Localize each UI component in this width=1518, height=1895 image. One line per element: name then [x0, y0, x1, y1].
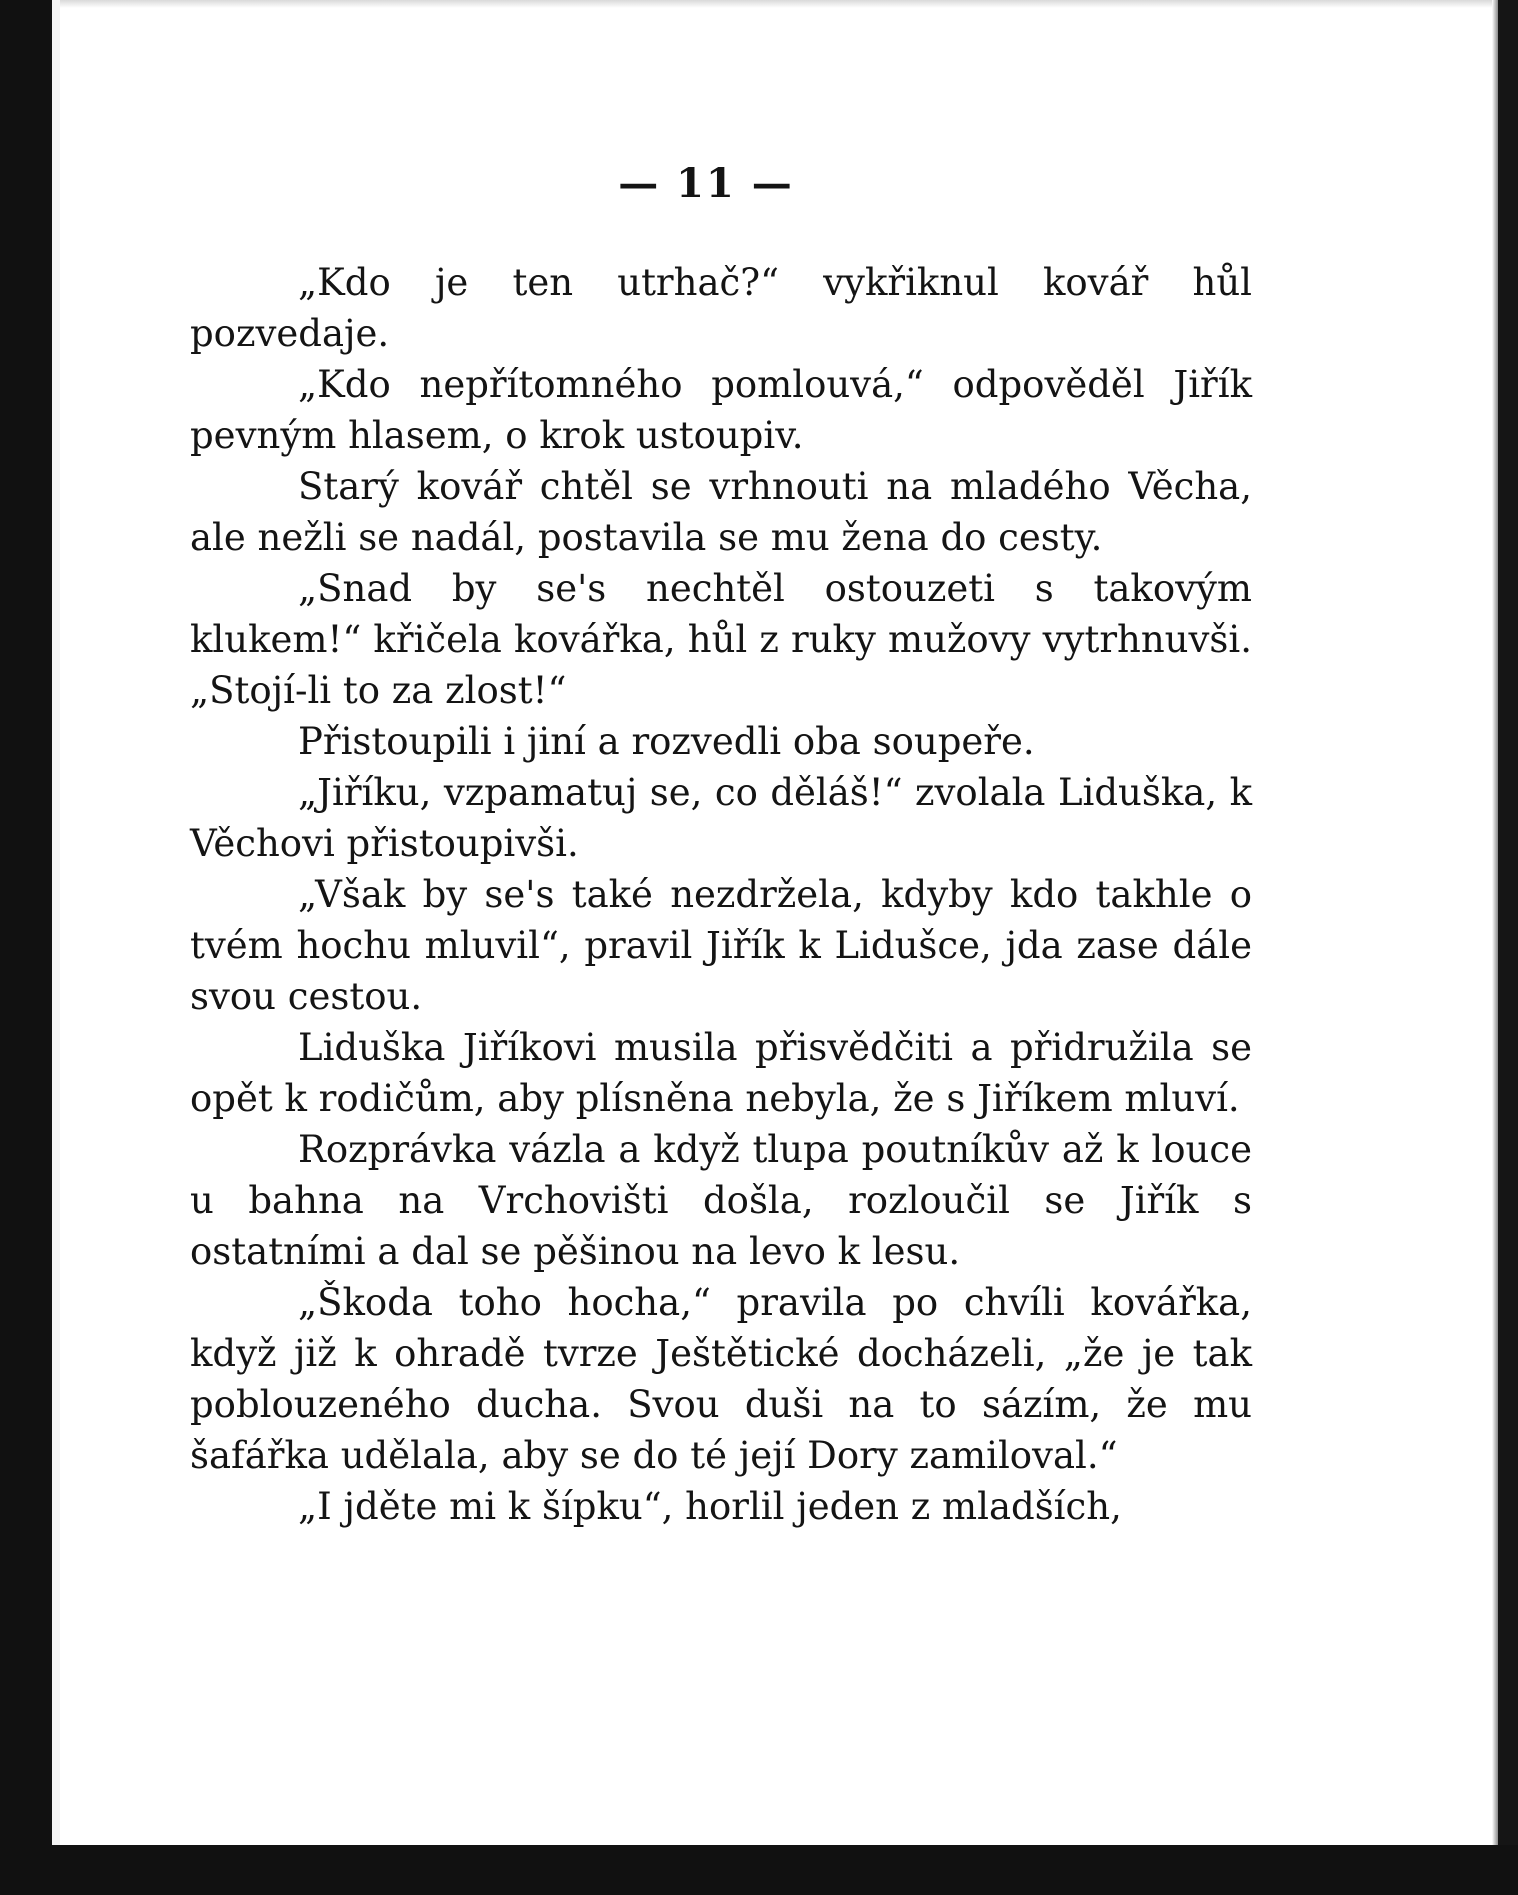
paragraph: „Škoda toho hocha,“ pravila po chvíli kovářka, když již k ohradě tvrze Ještětické docházeli, „že je tak poblouzeného ducha. Svou duši na to sázím, že mu šafářka udělala, aby se do té její Dory zamiloval.“: [190, 1281, 1252, 1477]
paragraph: Přistoupili i jiní a rozvedli oba soupeře.: [298, 720, 1035, 763]
left-scan-border: [0, 0, 52, 1895]
left-gutter: [52, 0, 60, 1895]
paragraph: „Jiříku, vzpamatuj se, co děláš!“ zvolala Liduška, k Věchovi přistoupivši.: [190, 771, 1252, 865]
paragraph: „Kdo nepřítomného pomlouvá,“ odpověděl Jiřík pevným hlasem, o krok ustoupiv.: [190, 363, 1252, 457]
paragraph: Liduška Jiříkovi musila přisvědčiti a přidružila se opět k rodičům, aby plísněna nebyla, že s Jiříkem mluví.: [190, 1026, 1252, 1120]
paragraph: „Však by se's také nezdržela, kdyby kdo takhle o tvém hochu mluvil“, pravil Jiřík k Lidušce, jda zase dále svou cestou.: [190, 873, 1252, 1018]
page-number: — 11 —: [618, 160, 794, 207]
paragraph: „I jděte mi k šípku“, horlil jeden z mladších,: [298, 1485, 1122, 1528]
paragraph: „Snad by se's nechtěl ostouzeti s takovým klukem!“ křičela kovářka, hůl z ruky mužovy vytrhnuvši. „Stojí-li to za zlost!“: [190, 567, 1252, 712]
page-text-block: [190, 160, 1252, 1532]
paragraph: Starý kovář chtěl se vrhnouti na mladého Věcha, ale nežli se nadál, postavila se mu žena do cesty.: [190, 465, 1252, 559]
bottom-scan-border: [0, 1845, 1518, 1895]
paragraph: Rozprávka vázla a když tlupa poutníkův až k louce u bahna na Vrchovišti došla, rozloučil se Jiřík s ostatními a dal se pěšinou na levo k lesu.: [190, 1128, 1252, 1273]
right-scan-border: [1498, 0, 1518, 1895]
paragraph: „Kdo je ten utrhač?“ vykřiknul kovář hůl pozvedaje.: [190, 261, 1252, 355]
top-scan-edge: [0, 0, 1518, 8]
